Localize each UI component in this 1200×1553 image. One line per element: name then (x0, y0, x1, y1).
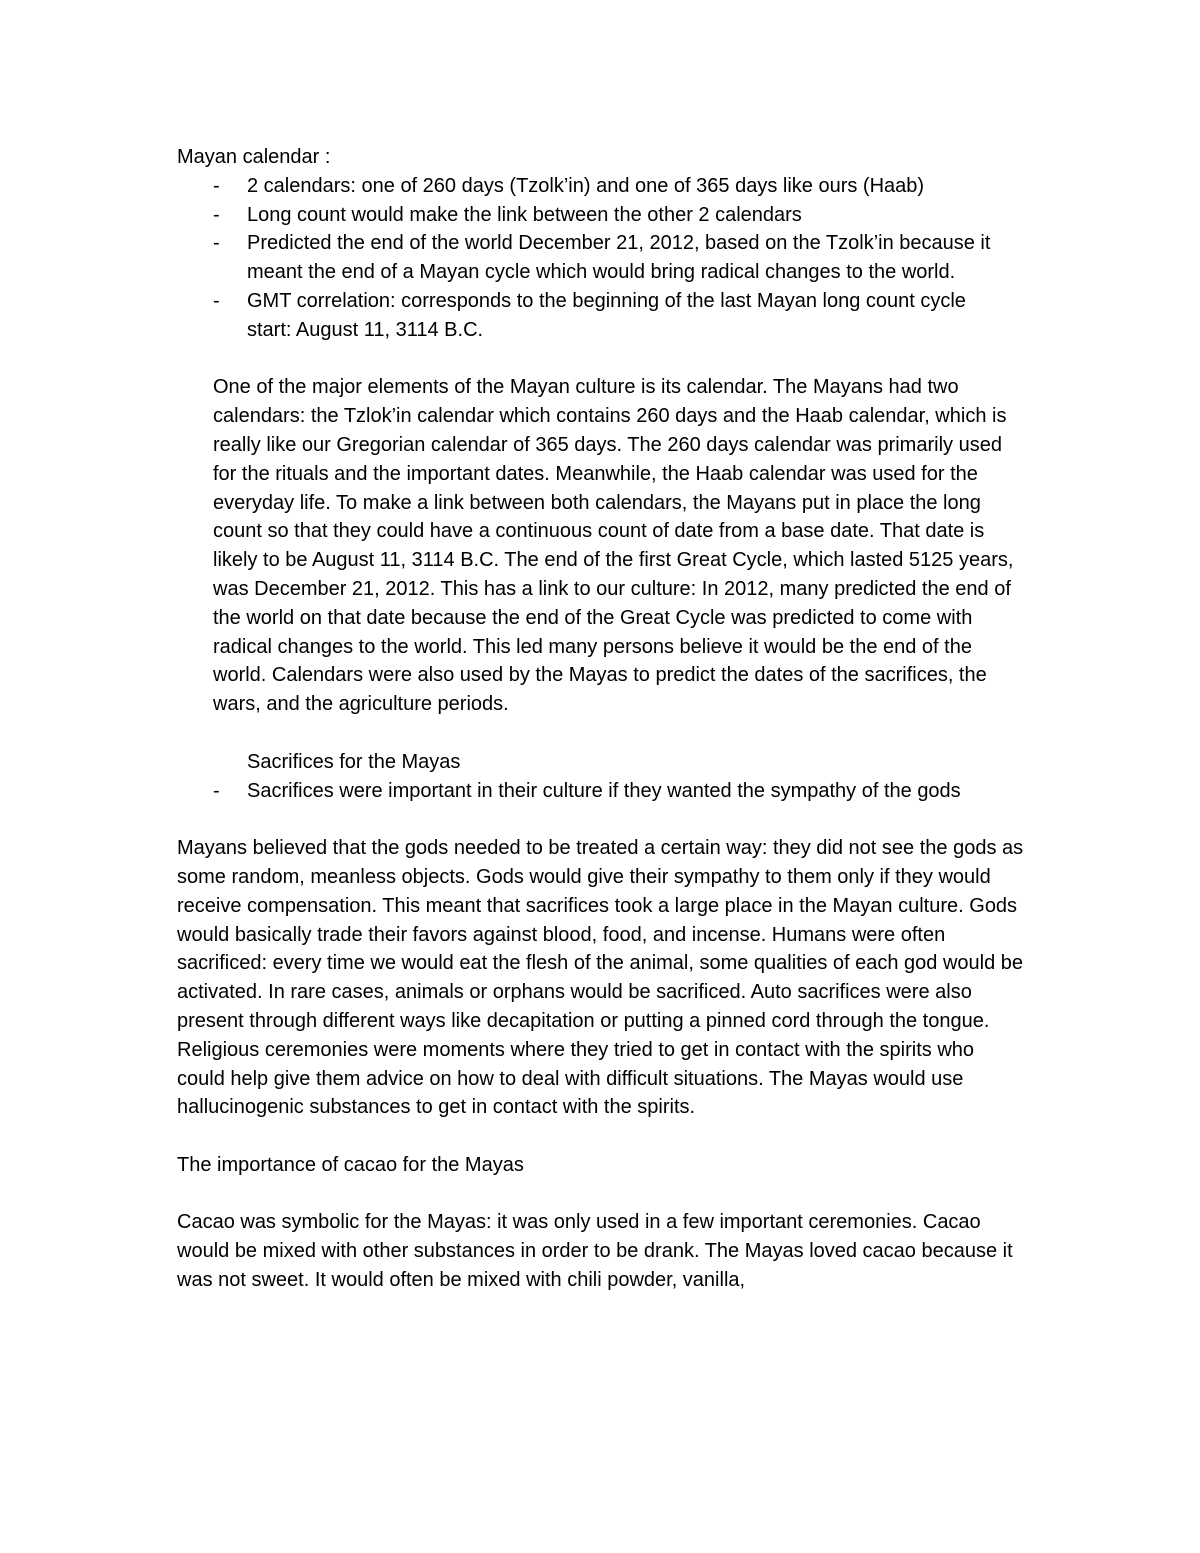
list-item: - Long count would make the link between the other 2 calendars (177, 201, 1007, 230)
blank-line (177, 345, 1037, 374)
calendar-paragraph-block (213, 373, 1028, 719)
list-item: - Predicted the end of the world December 21, 2012, based on the Tzolk’in because it meant the end of a Mayan cycle which would bring radical changes to the world. (177, 229, 1007, 287)
calendar-paragraph: One of the major elements of the Mayan culture is its calendar. The Mayans had two calendars: the Tzlok’in calendar which contains 260 days and the Haab calendar, which is really like our Gregorian calendar of 365 days. The 260 days calendar was primarily used for the rituals and the important dates. Meanwhile, the Haab calendar was used for the everyday life. To make a link between both calendars, the Mayans put in place the long count so that they could have a continuous count of date from a base date. That date is likely to be August 11, 3114 B.C. The end of the first Great Cycle, which lasted 5125 years, was December 21, 2012. This has a link to our culture: In 2012, many predicted the end of the world on that date because the end of the Great Cycle was predicted to come with radical changes to the world. This led many persons believe it would be the end of the world. Calendars were also used by the Mayas to predict the dates of the sacrifices, the wars, and the agriculture periods. (213, 376, 1014, 716)
section-heading-cacao: The importance of cacao for the Mayas (177, 1153, 524, 1176)
section-heading-sacrifices: Sacrifices for the Mayas (247, 750, 461, 773)
cacao-paragraph: Cacao was symbolic for the Mayas: it was only used in a few important ceremonies. Cacao would be mixed with other substances in order to be drank. The Mayas loved cacao because it was not sweet. It would often be mixed with chili powder, vanilla, (177, 1211, 1013, 1292)
list-item: - GMT correlation: corresponds to the beginning of the last Mayan long count cycle start: August 11, 3114 B.C. (177, 287, 1007, 345)
blank-line (177, 805, 1037, 834)
section-heading-mayan-calendar: Mayan calendar : (177, 146, 331, 168)
blank-line (177, 719, 1037, 748)
sacrifices-bullet-list (177, 777, 1037, 806)
document-body (177, 143, 1037, 1295)
sacrifices-paragraph: Mayans believed that the gods needed to be treated a certain way: they did not see the gods as some random, meanless objects. Gods would give their sympathy to them only if they would receive compensation. This meant that sacrifices took a large place in the Mayan culture. Gods would basically trade their favors against blood, food, and incense. Humans were often sacrificed: every time we would eat the flesh of the animal, some qualities of each god would be activated. In rare cases, animals or orphans would be sacrificed. Auto sacrifices were also present through different ways like decapitation or putting a pinned cord through the tongue. Religious ceremonies were moments where they tried to get in contact with the spirits who could help give them advice on how to deal with difficult situations. The Mayas would use hallucinogenic substances to get in contact with the spirits. (177, 837, 1024, 1119)
blank-line (177, 1122, 1037, 1151)
blank-line (177, 1180, 1037, 1209)
list-item: - 2 calendars: one of 260 days (Tzolk’in) and one of 365 days like ours (Haab) (177, 172, 1007, 201)
calendar-bullet-list (177, 172, 1037, 345)
list-item: - Sacrifices were important in their culture if they wanted the sympathy of the gods (177, 777, 1007, 806)
